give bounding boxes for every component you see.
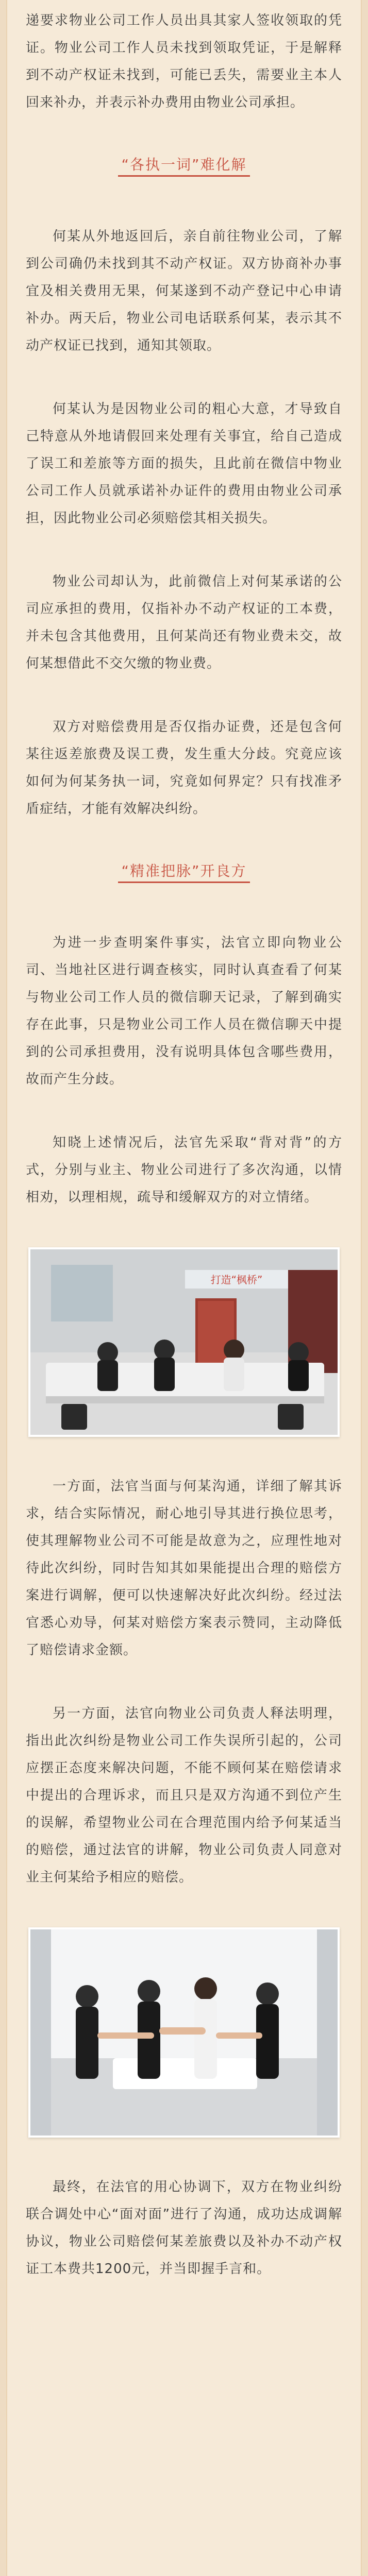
paragraph-9: 最终，在法官的用心协调下，双方在物业纠纷联合调处中心“面对面”进行了沟通，成功达成调解协议，物业公司赔偿何某差旅费以及补办不动产权证工本费共1200元，并当即握手言和。 bbox=[26, 2179, 342, 2277]
meeting-room-photo bbox=[28, 1247, 340, 1437]
paragraph-intro: 递要求物业公司工作人员出具其家人签收领取的凭证。物业公司工作人员未找到领取凭证，于是解释到不动产权证未找到，可能已丢失，需要业主本人回来补办，并表示补办费用由物业公司承担。 bbox=[26, 13, 342, 110]
paragraph-2: 何某认为是因物业公司的粗心大意，才导致自己特意从外地请假回来处理有关事宜，给自己造成了误工和差旅等方面的损失，且此前在微信中物业公司工作人员就承诺补办证件的费用由物业公司承担，因此物业公司必须赔偿其相关损失。 bbox=[26, 401, 342, 526]
paragraph-8: 另一方面，法官向物业公司负责人释法明理，指出此次纠纷是物业公司工作失误所引起的，公司应摆正态度来解决问题，不能不顾何某在赔偿请求中提出的合理诉求，而且只是双方沟通不到位产生的误解，希望物业公司在合理范围内给予何某适当的赔偿，通过法官的讲解，物业公司负责人同意对业主何某给予相应的赔偿。 bbox=[26, 1706, 342, 1885]
handshake-illustration bbox=[30, 1929, 338, 2136]
paragraph-1: 何某从外地返回后，亲自前往物业公司，了解到公司确仍未找到其不动产权证。双方协商补办事宜及相关费用无果，何某遂到不动产登记中心申请补办。两天后，物业公司电话联系何某，表示其不动产权证已找到，通知其领取。 bbox=[26, 229, 342, 353]
meeting-room-illustration bbox=[30, 1249, 338, 1435]
article-body bbox=[26, 0, 342, 2319]
paragraph-4: 双方对赔偿费用是否仅指办证费，还是包含何某往返差旅费及误工费，发生重大分歧。究竟应该如何为何某务执一词，究竟如何界定？只有找准矛盾症结，才能有效解决纠纷。 bbox=[26, 719, 342, 817]
right-border-decoration bbox=[361, 0, 368, 2576]
section-heading-2-text: “精准把脉”开良方 bbox=[118, 859, 249, 883]
paragraph-3: 物业公司却认为，此前微信上对何某承诺的公司应承担的费用，仅指补办不动产权证的工本费，并未包含其他费用，且何某尚还有物业费未交，故何某想借此不交欠缴的物业费。 bbox=[26, 574, 342, 671]
banner-text: 打造“枫桥” bbox=[210, 1274, 263, 1286]
left-border-decoration bbox=[0, 0, 7, 2576]
section-heading-2 bbox=[26, 859, 342, 883]
paragraph-6: 知晓上述情况后，法官先采取“背对背”的方式，分别与业主、物业公司进行了多次沟通，以情相劝，以理相规，疏导和缓解双方的对立情绪。 bbox=[26, 1135, 342, 1205]
paragraph-7: 一方面，法官当面与何某沟通，详细了解其诉求，结合实际情况，耐心地引导其进行换位思考，使其理解物业公司不可能是故意为之，应理性地对待此次纠纷，同时告知其如果能提出合理的赔偿方案进行调解，便可以快速解决好此次纠纷。经过法官悉心劝导，何某对赔偿方案表示赞同，主动降低了赔偿请求金额。 bbox=[26, 1479, 342, 1658]
section-heading-1 bbox=[26, 152, 342, 177]
section-heading-1-text: “各执一词”难化解 bbox=[118, 152, 249, 177]
paragraph-5: 为进一步查明案件事实，法官立即向物业公司、当地社区进行调查核实，同时认真查看了何某与物业公司工作人员的微信聊天记录，了解到确实存在此事，只是物业公司工作人员在微信聊天中提到的公司承担费用，没有说明具体包含哪些费用，故而产生分歧。 bbox=[26, 935, 342, 1087]
handshake-photo bbox=[28, 1927, 340, 2138]
